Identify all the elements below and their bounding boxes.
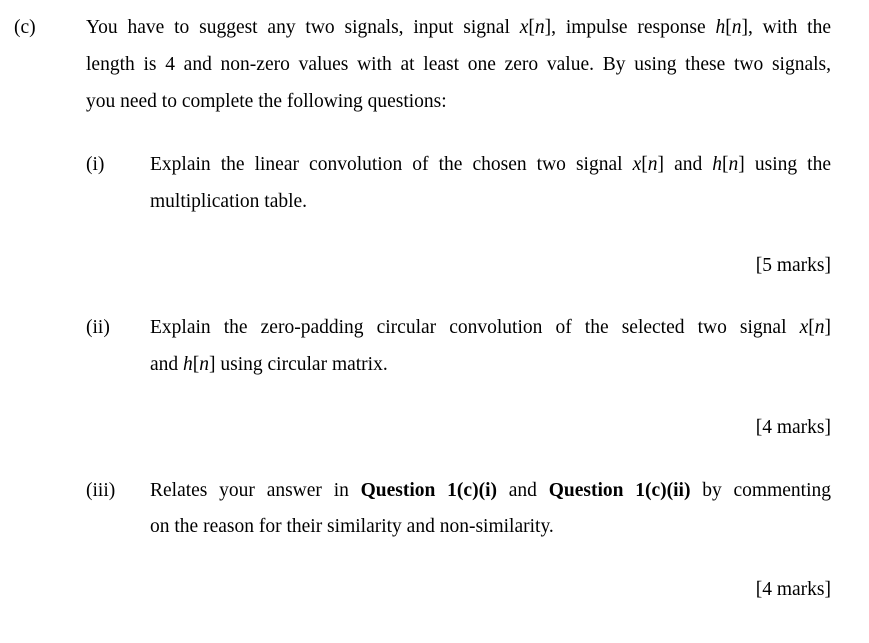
part-iii-marks: [4 marks]	[755, 579, 831, 600]
part-ii-line-2: and h[n] using circular matrix.	[150, 354, 388, 375]
part-ii-line-1: Explain the zero-padding circular convolution of the selected two signal x[n]	[150, 317, 831, 338]
part-iii-line-2: on the reason for their similarity and non-similarity.	[150, 516, 554, 537]
question-line-3: you need to complete the following questions:	[86, 91, 447, 112]
question-line-2: length is 4 and non-zero values with at least one zero value. By using these two signals,	[86, 54, 831, 75]
part-iii-label: (iii)	[86, 480, 116, 501]
part-ii-label: (ii)	[86, 317, 110, 338]
part-i-line-2: multiplication table.	[150, 191, 308, 212]
question-label: (c)	[14, 17, 36, 38]
part-ii-marks: [4 marks]	[755, 417, 831, 438]
question-line-1: You have to suggest any two signals, input signal x[n], impulse response h[n], with the	[86, 17, 831, 38]
part-i-line-1: Explain the linear convolution of the chosen two signal x[n] and h[n] using the	[150, 154, 831, 175]
part-i-marks: [5 marks]	[755, 255, 831, 276]
part-i-label: (i)	[86, 154, 105, 175]
part-iii-line-1: Relates your answer in Question 1(c)(i) and Question 1(c)(ii) by commenting	[150, 480, 832, 501]
